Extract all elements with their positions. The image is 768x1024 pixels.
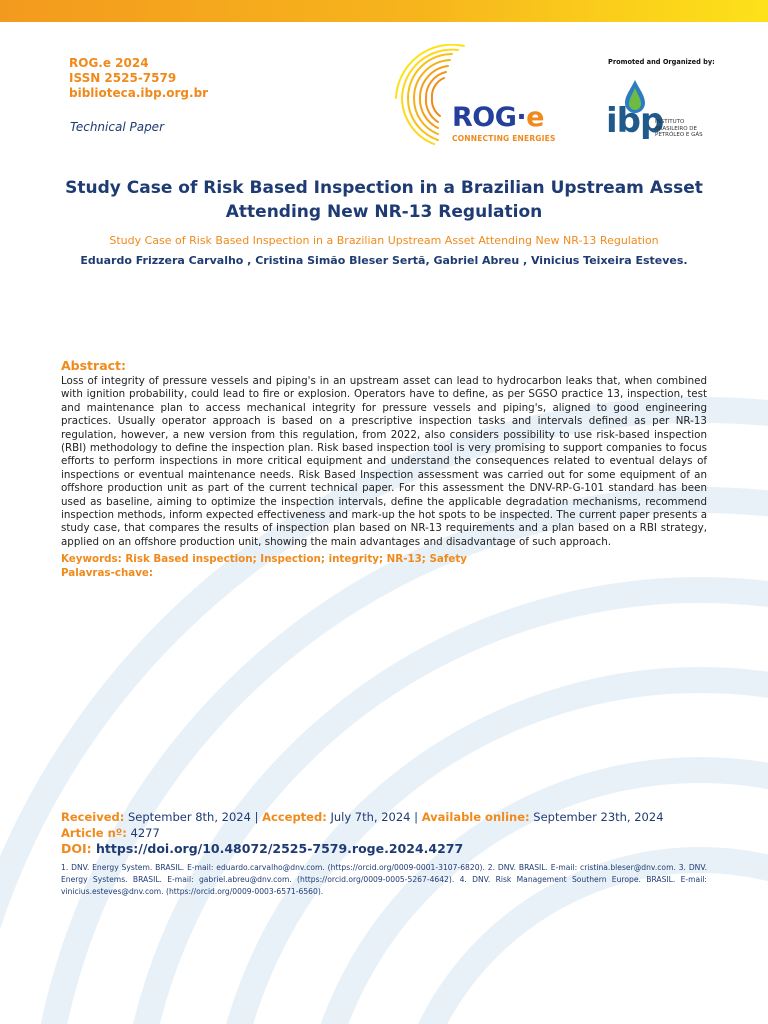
abstract-body: Loss of integrity of pressure vessels and piping's in an upstream asset can lead to hydrocarbon leaks that, when combined with ignition probability, could lead to fire or explosion. Operators have to define, as per SGSO practice 13, inspection, test and maintenance plan to access mechanical integrity for pressure vessels and piping's, aligned to good engineering practices. Usually operator approach is based on a prescriptive inspection tasks and intervals defined as per NR-13 regulation, however, a new version from this regulation, from 2022, also considers possibility to use risk-based inspection (RBI) methodology to define the inspection plan. Risk based inspection tool is very promising to support companies to focus efforts to perform inspections in more critical equipment and understand the consequences related to eventual delays of inspections or eventual maintenance needs. Risk Based Inspection assessment was carried out for some equipment of an offshore production unit as part of the current technical paper. For this assessment the DNV-RP-G-101 standard has been used as baseline, aiming to optimize the inspection intervals, define the applicable degradation mechanisms, recommend inspection methods, inform expected effectiveness and mark-up the hot spots to be inspected. The current paper presents a study case, that compares the results of inspection plan based on NR-13 requirements and a plan based on a RBI strategy, applied on an offshore production unit, showing the main advantages and disadvantage of such approach. [61,375,707,548]
rog-e-wordmark: ROG·e [452,102,544,133]
paper-title: Study Case of Risk Based Inspection in a Brazilian Upstream Asset Attending New NR-13 Regulation [65,178,703,222]
author-affiliations-footnote: 1. DNV. Energy System. BRASIL. E-mail: eduardo.carvalho@dnv.com. (https://orcid.org/0009-0001-3107-6820). 2. DNV. BRASIL. E-mail: cristina.bleser@dnv.com. 3. DNV. Energy Systems. BRASIL. E-mail: gabriel.abreu@dnv.com. (https://orcid.org/0009-0005-5267-4642). 4. DNV. Risk Management Southern Europe. BRASIL. E-mail: vinicius.esteves@dnv.com. (https://orcid.org/0009-0003-6571-6560). [61,863,707,896]
doi: DOI: https://doi.org/10.48072/2525-7579.roge.2024.4277 [61,841,464,856]
article-number: Article nº: 4277 [61,826,160,840]
journal-name: ROG.e 2024 [69,56,149,70]
ibp-wordmark: ibp [606,101,664,141]
journal-meta [69,56,208,101]
issn: ISSN 2525-7579 [69,71,177,85]
palavras-chave: Palavras-chave: [61,567,154,579]
promoted-by-label: Promoted and Organized by: [608,58,715,66]
paper-authors: Eduardo Frizzera Carvalho , Cristina Simão Bleser Sertã, Gabriel Abreu , Vinicius Teixeira Esteves. [80,254,688,267]
abstract-heading: Abstract: [61,358,127,373]
publication-dates: Received: September 8th, 2024 | Accepted: July 7th, 2024 | Available online: September 23th, 2024 [61,810,664,824]
keywords: Keywords: Risk Based inspection; Inspection; integrity; NR-13; Safety [61,553,467,565]
paper-subtitle: Study Case of Risk Based Inspection in a Brazilian Upstream Asset Attending New NR-13 Regulation [109,234,659,247]
library-link[interactable]: biblioteca.ibp.org.br [69,86,209,100]
rog-e-tagline: CONNECTING ENERGIES [452,134,556,143]
ibp-subtitle: INSTITUTO BRASILEIRO DE PETRÓLEO E GÁS [655,119,703,138]
paper-type: Technical Paper [70,120,164,134]
doi-link[interactable]: https://doi.org/10.48072/2525-7579.roge.2024.4277 [96,841,464,856]
